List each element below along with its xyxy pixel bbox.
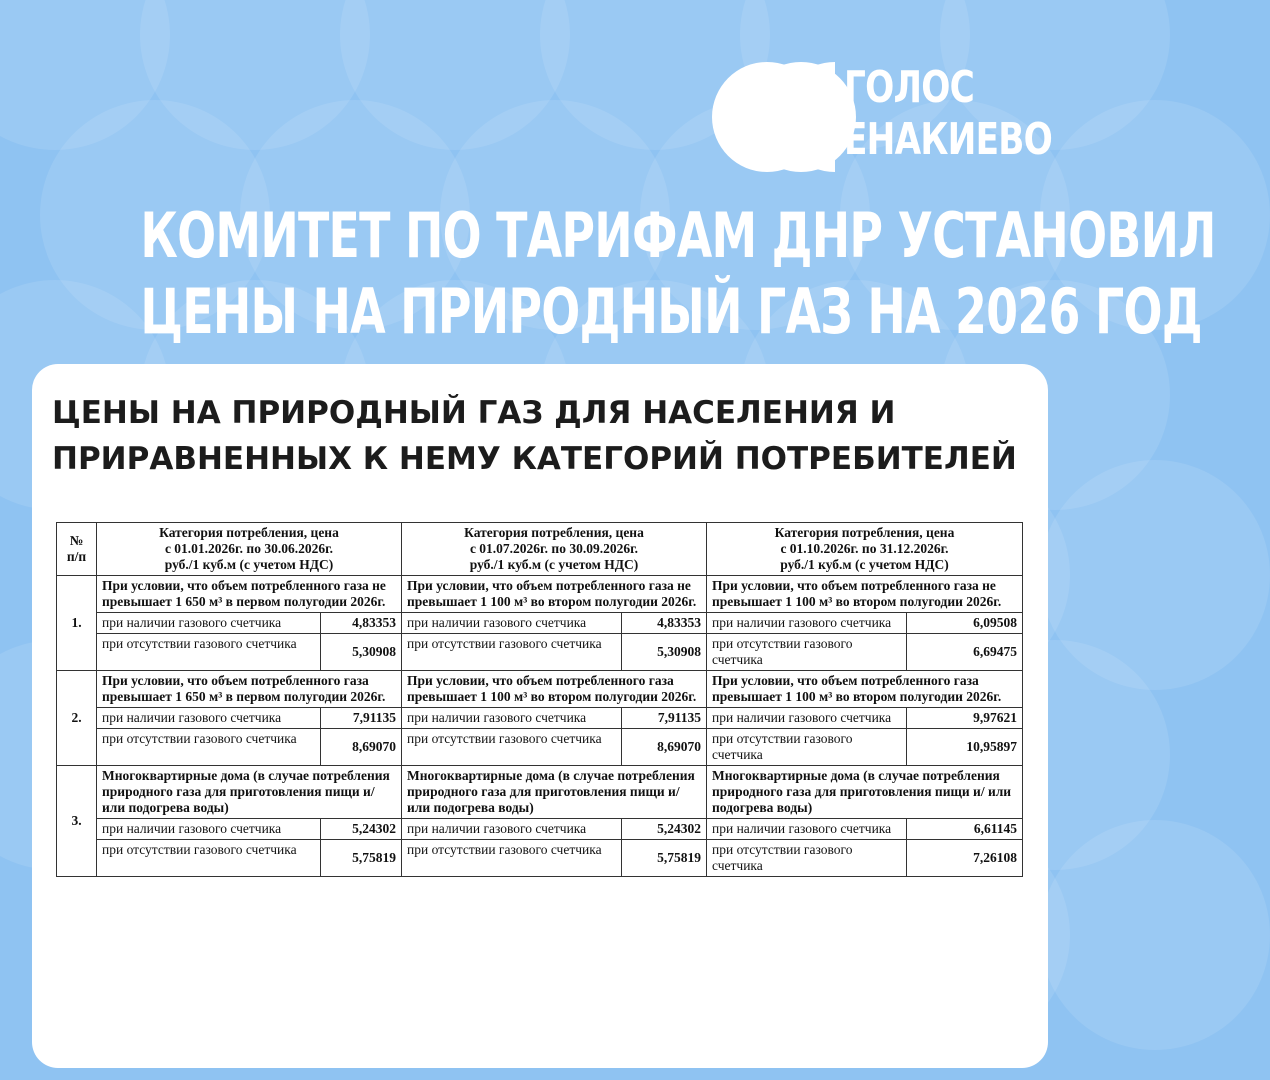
row-number: 3.	[57, 766, 97, 877]
condition-cell: При условии, что объем потребленного газа превышает 1 650 м³ в первом полугодии 2026г.	[97, 671, 402, 708]
condition-cell: При условии, что объем потребленного газа не превышает 1 650 м³ в первом полугодии 2026г.	[97, 576, 402, 613]
table-header-row	[57, 523, 1023, 576]
period-header-3	[707, 523, 1023, 576]
meter-label: при отсутствии газового счетчика	[402, 840, 622, 877]
table-row	[57, 634, 1023, 671]
price-value: 10,95897	[907, 729, 1023, 766]
price-value: 5,30908	[622, 634, 707, 671]
meter-label: при наличии газового счетчика	[707, 708, 907, 729]
row-number: 2.	[57, 671, 97, 766]
tariff-card	[32, 364, 1048, 1068]
card-title-line-1: ЦЕНЫ НА ПРИРОДНЫЙ ГАЗ ДЛЯ НАСЕЛЕНИЯ И	[52, 395, 896, 431]
price-value: 5,75819	[622, 840, 707, 877]
price-value: 4,83353	[622, 613, 707, 634]
meter-label: при отсутствии газового счетчика	[97, 840, 321, 877]
condition-cell: Многоквартирные дома (в случае потребления природного газа для приготовления пищи и/ или подогрева воды)	[97, 766, 402, 819]
table-row	[57, 819, 1023, 840]
headline	[0, 198, 1216, 350]
period-header-line: с 01.01.2026г. по 30.06.2026г.	[164, 541, 334, 556]
price-value: 6,61145	[907, 819, 1023, 840]
period-header-line: руб./1 куб.м (с учетом НДС)	[469, 557, 639, 572]
brand-logo	[712, 62, 1053, 172]
condition-cell: Многоквартирные дома (в случае потребления природного газа для приготовления пищи и/ или подогрева воды)	[402, 766, 707, 819]
table-row	[57, 613, 1023, 634]
period-header-line: Категория потребления, цена	[464, 525, 644, 540]
price-value: 6,09508	[907, 613, 1023, 634]
meter-label: при отсутствии газового счетчика	[707, 840, 907, 877]
table-row	[57, 729, 1023, 766]
meter-label: при отсутствии газового счетчика	[402, 634, 622, 671]
meter-label: при отсутствии газового счетчика	[707, 729, 907, 766]
price-value: 8,69070	[622, 729, 707, 766]
condition-cell: При условии, что объем потребленного газа не превышает 1 100 м³ во втором полугодии 2026г.	[402, 576, 707, 613]
meter-label: при наличии газового счетчика	[707, 819, 907, 840]
meter-label: при отсутствии газового счетчика	[402, 729, 622, 766]
price-value: 9,97621	[907, 708, 1023, 729]
table-row	[57, 708, 1023, 729]
period-header-line: с 01.10.2026г. по 31.12.2026г.	[780, 541, 949, 556]
condition-cell: При условии, что объем потребленного газа превышает 1 100 м³ во втором полугодии 2026г.	[402, 671, 707, 708]
num-header-symbol: №	[69, 533, 84, 548]
meter-label: при наличии газового счетчика	[97, 708, 321, 729]
table-row	[57, 766, 1023, 819]
table-row	[57, 671, 1023, 708]
card-title-line-2: ПРИРАВНЕННЫХ К НЕМУ КАТЕГОРИЙ ПОТРЕБИТЕЛЕЙ	[52, 441, 1017, 477]
num-header-abbr: п/п	[66, 549, 87, 564]
price-value: 7,91135	[321, 708, 402, 729]
price-value: 5,75819	[321, 840, 402, 877]
condition-cell: Многоквартирные дома (в случае потребления природного газа для приготовления пищи и/ или подогрева воды)	[707, 766, 1023, 819]
condition-cell: При условии, что объем потребленного газа не превышает 1 100 м³ во втором полугодии 2026г.	[707, 576, 1023, 613]
background-shape	[1040, 820, 1270, 1050]
headline-line-1: КОМИТЕТ ПО ТАРИФАМ ДНР УСТАНОВИЛ	[140, 199, 1216, 272]
table-row	[57, 840, 1023, 877]
table-row	[57, 576, 1023, 613]
price-value: 5,24302	[622, 819, 707, 840]
headline-line-2: ЦЕНЫ НА ПРИРОДНЫЙ ГАЗ НА 2026 ГОД	[140, 275, 1202, 348]
meter-label: при наличии газового счетчика	[402, 708, 622, 729]
period-header-1	[97, 523, 402, 576]
row-number: 1.	[57, 576, 97, 671]
meter-label: при наличии газового счетчика	[707, 613, 907, 634]
price-value: 7,91135	[622, 708, 707, 729]
period-header-line: Категория потребления, цена	[159, 525, 339, 540]
price-value: 5,30908	[321, 634, 402, 671]
tariff-table	[56, 522, 1023, 877]
meter-label: при отсутствии газового счетчика	[97, 634, 321, 671]
period-header-2	[402, 523, 707, 576]
brand-line-2: ЕНАКИЕВО	[844, 114, 1053, 165]
brand-line-1: ГОЛОС	[844, 62, 975, 113]
condition-cell: При условии, что объем потребленного газа превышает 1 100 м³ во втором полугодии 2026г.	[707, 671, 1023, 708]
period-header-line: с 01.07.2026г. по 30.09.2026г.	[469, 541, 639, 556]
card-title	[52, 390, 1017, 482]
period-header-line: Категория потребления, цена	[774, 525, 955, 540]
period-header-line: руб./1 куб.м (с учетом НДС)	[164, 557, 334, 572]
meter-label: при наличии газового счетчика	[97, 819, 321, 840]
num-header	[57, 523, 97, 576]
price-value: 7,26108	[907, 840, 1023, 877]
meter-label: при отсутствии газового счетчика	[97, 729, 321, 766]
price-value: 4,83353	[321, 613, 402, 634]
meter-label: при наличии газового счетчика	[402, 613, 622, 634]
period-header-line: руб./1 куб.м (с учетом НДС)	[780, 557, 949, 572]
meter-label: при отсутствии газового счетчика	[707, 634, 907, 671]
price-value: 5,24302	[321, 819, 402, 840]
meter-label: при наличии газового счетчика	[97, 613, 321, 634]
brand-name	[844, 62, 1052, 166]
price-value: 8,69070	[321, 729, 402, 766]
price-value: 6,69475	[907, 634, 1023, 671]
meter-label: при наличии газового счетчика	[402, 819, 622, 840]
